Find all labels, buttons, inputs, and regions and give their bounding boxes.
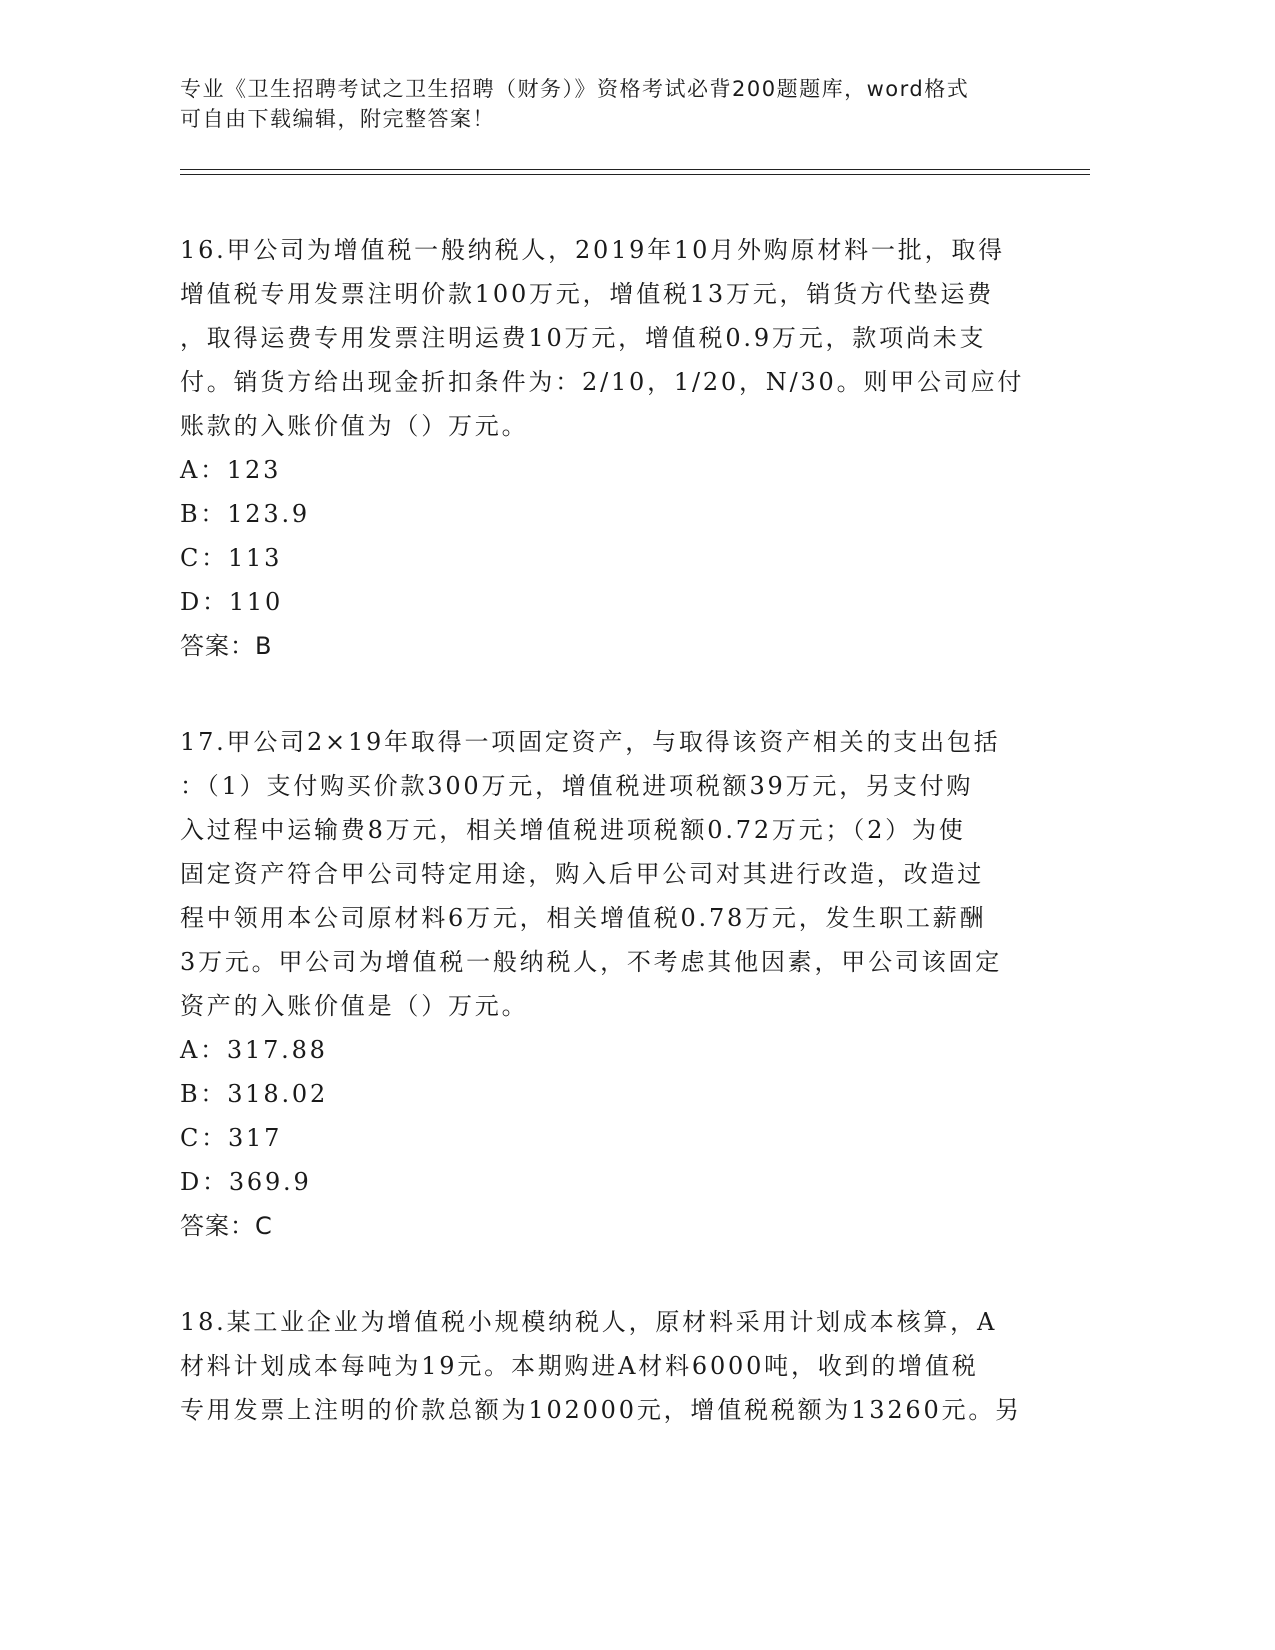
question-text-line: 3万元。甲公司为增值税一般纳税人，不考虑其他因素，甲公司该固定	[180, 948, 1003, 976]
question-text-line: 程中领用本公司原材料6万元，相关增值税0.78万元，发生职工薪酬	[180, 904, 987, 932]
option-c: C：317	[180, 1124, 283, 1152]
option-d: D：110	[180, 588, 284, 616]
question-text-line: 专用发票上注明的价款总额为102000元，增值税税额为13260元。另	[180, 1396, 1022, 1424]
answer-label: 答案：C	[180, 1212, 273, 1240]
option-d: D：369.9	[180, 1168, 312, 1196]
question-text-line: 增值税专用发票注明价款100万元，增值税13万元，销货方代垫运费	[180, 280, 994, 308]
option-a: A：123	[180, 456, 282, 484]
option-b: B：123.9	[180, 500, 310, 528]
option-c: C：113	[180, 544, 283, 572]
question-16	[180, 228, 1080, 668]
question-text-line: 16.甲公司为增值税一般纳税人，2019年10月外购原材料一批，取得	[180, 236, 1005, 264]
header-divider-bottom	[180, 174, 1090, 175]
question-text-line: ：（1）支付购买价款300万元，增值税进项税额39万元，另支付购	[180, 772, 974, 800]
document-header	[180, 74, 1080, 134]
header-line: 专业《卫生招聘考试之卫生招聘（财务）》资格考试必背200题题库，word格式	[180, 77, 970, 101]
question-text-line: 资产的入账价值是（）万元。	[180, 992, 529, 1020]
question-text-line: 17.甲公司2×19年取得一项固定资产，与取得该资产相关的支出包括	[180, 728, 1001, 756]
answer-label: 答案：B	[180, 632, 273, 660]
question-text-line: ，取得运费专用发票注明运费10万元，增值税0.9万元，款项尚未支	[180, 324, 987, 352]
question-text-line: 固定资产符合甲公司特定用途，购入后甲公司对其进行改造，改造过	[180, 860, 984, 888]
option-a: A：317.88	[180, 1036, 328, 1064]
question-text-line: 付。销货方给出现金折扣条件为：2/10，1/20，N/30。则甲公司应付	[180, 368, 1025, 396]
header-line: 可自由下载编辑，附完整答案！	[180, 107, 495, 131]
question-text-line: 入过程中运输费8万元，相关增值税进项税额0.72万元；（2）为使	[180, 816, 966, 844]
header-divider-top	[180, 169, 1090, 170]
question-18	[180, 1300, 1080, 1432]
question-text-line: 账款的入账价值为（）万元。	[180, 412, 529, 440]
question-text-line: 18.某工业企业为增值税小规模纳税人，原材料采用计划成本核算，A	[180, 1308, 998, 1336]
option-b: B：318.02	[180, 1080, 329, 1108]
question-17	[180, 720, 1080, 1248]
question-list	[180, 228, 1080, 1484]
question-text-line: 材料计划成本每吨为19元。本期购进A材料6000吨，收到的增值税	[180, 1352, 979, 1380]
